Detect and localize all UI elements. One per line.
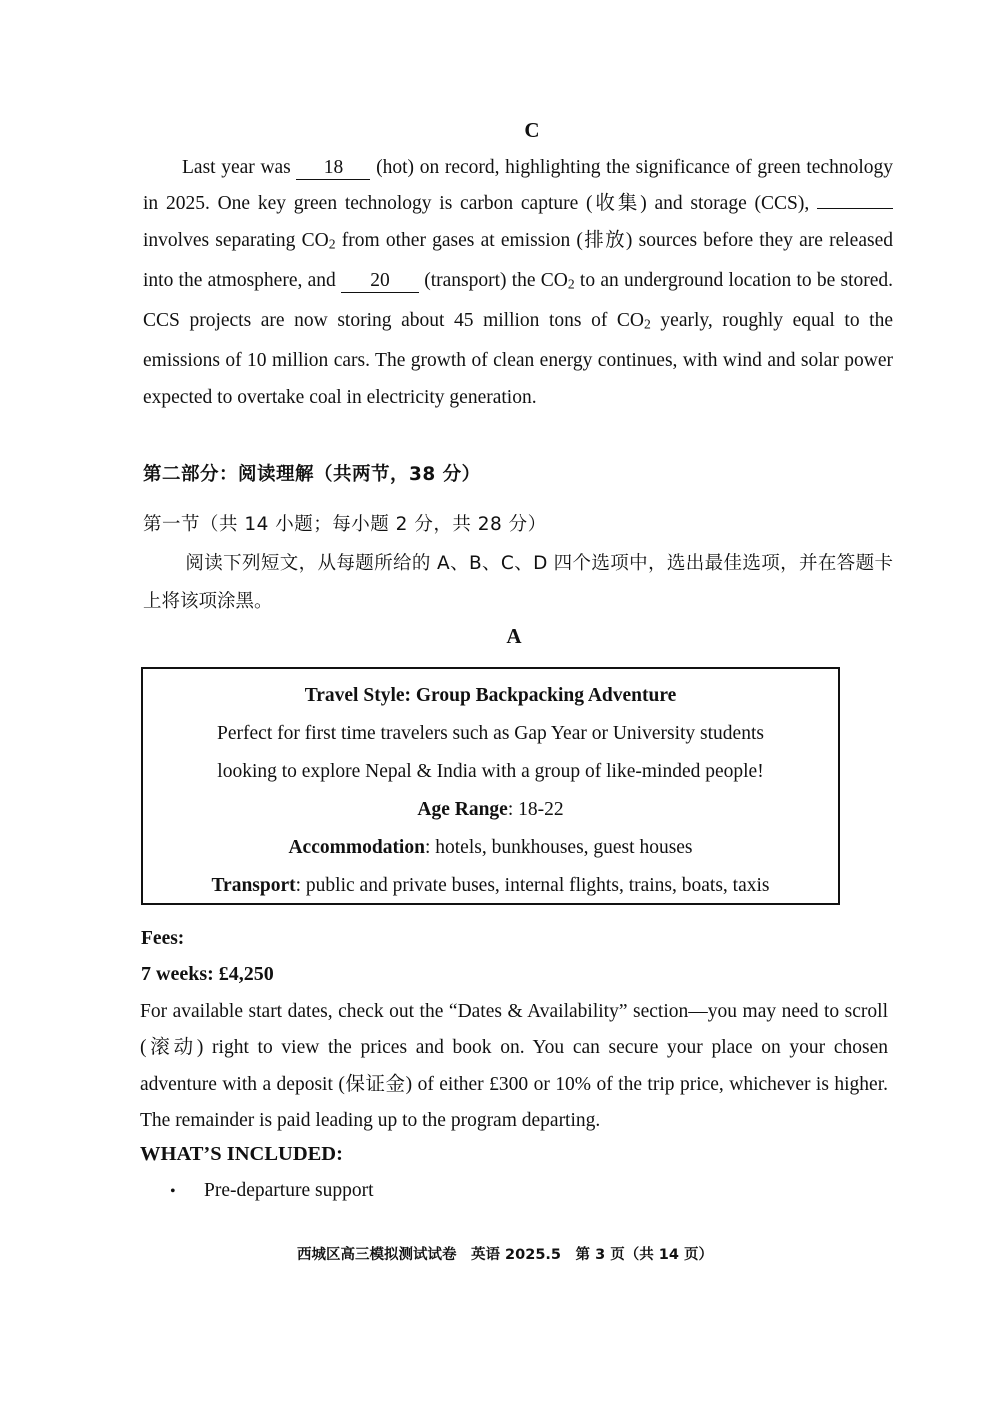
page-footer: 西城区高三模拟测试试卷 英语 2025.5 第 3 页（共 14 页） bbox=[297, 1247, 713, 1263]
travel-desc-line1: Perfect for first time travelers such as Gap Year or University students bbox=[217, 723, 764, 744]
included-heading: WHAT’S INCLUDED: bbox=[140, 1143, 343, 1165]
reading-instructions: 阅读下列短文，从每题所给的 A、B、C、D 四个选项中，选出最佳选项，并在答题卡上将该项涂黑。 bbox=[143, 553, 893, 612]
age-range: Age Range: 18-22 bbox=[417, 799, 564, 820]
part2-heading: 第二部分：阅读理解（共两节，38 分） bbox=[143, 464, 481, 485]
passage-c-text: Last year was 18 (hot) on record, highlighting the significance of green technology in 2025. One key green technology is carbon capture (收集) and storage (CCS), involves separating CO2 from other gases at emission (排放) sources before they are released into the atmosphere, and 20 (transport) the CO2 to an underground location to be stored. CCS projects are now storing about 45 million tons of CO2 yearly, roughly equal to the emissions of 10 million cars. The growth of clean energy continues, with wind and solar power expected to overtake coal in electricity generation. bbox=[143, 157, 894, 408]
fees-text: For available start dates, check out the “Dates & Availability” section—you may need to scroll (滚动) right to view the prices and book on. You can secure your place on your chosen adventure with a deposit (保证金) of either £300 or 10% of the trip price, whichever is higher. The remainder is paid leading up to the program departing. bbox=[140, 1001, 888, 1132]
blank-19 bbox=[817, 208, 893, 209]
accommodation: Accommodation: hotels, bunkhouses, guest houses bbox=[288, 837, 693, 858]
fees-label: Fees: bbox=[141, 928, 185, 949]
travel-info-box bbox=[141, 667, 840, 905]
blank-20: 20 bbox=[341, 270, 419, 293]
fees-price: 7 weeks: £4,250 bbox=[141, 963, 274, 985]
bullet-icon: • bbox=[170, 1183, 176, 1200]
passage-c-letter: C bbox=[524, 118, 540, 142]
travel-desc-line2: looking to explore Nepal & India with a group of like-minded people! bbox=[217, 761, 764, 782]
transport: Transport: public and private buses, internal flights, trains, boats, taxis bbox=[211, 875, 770, 896]
list-item: • Pre-departure support bbox=[170, 1180, 374, 1201]
travel-style-title: Travel Style: Group Backpacking Adventure bbox=[304, 685, 677, 706]
section1-heading: 第一节（共 14 小题；每小题 2 分，共 28 分） bbox=[143, 514, 547, 535]
blank-18: 18 bbox=[296, 157, 370, 180]
passage-a-letter: A bbox=[506, 624, 522, 648]
